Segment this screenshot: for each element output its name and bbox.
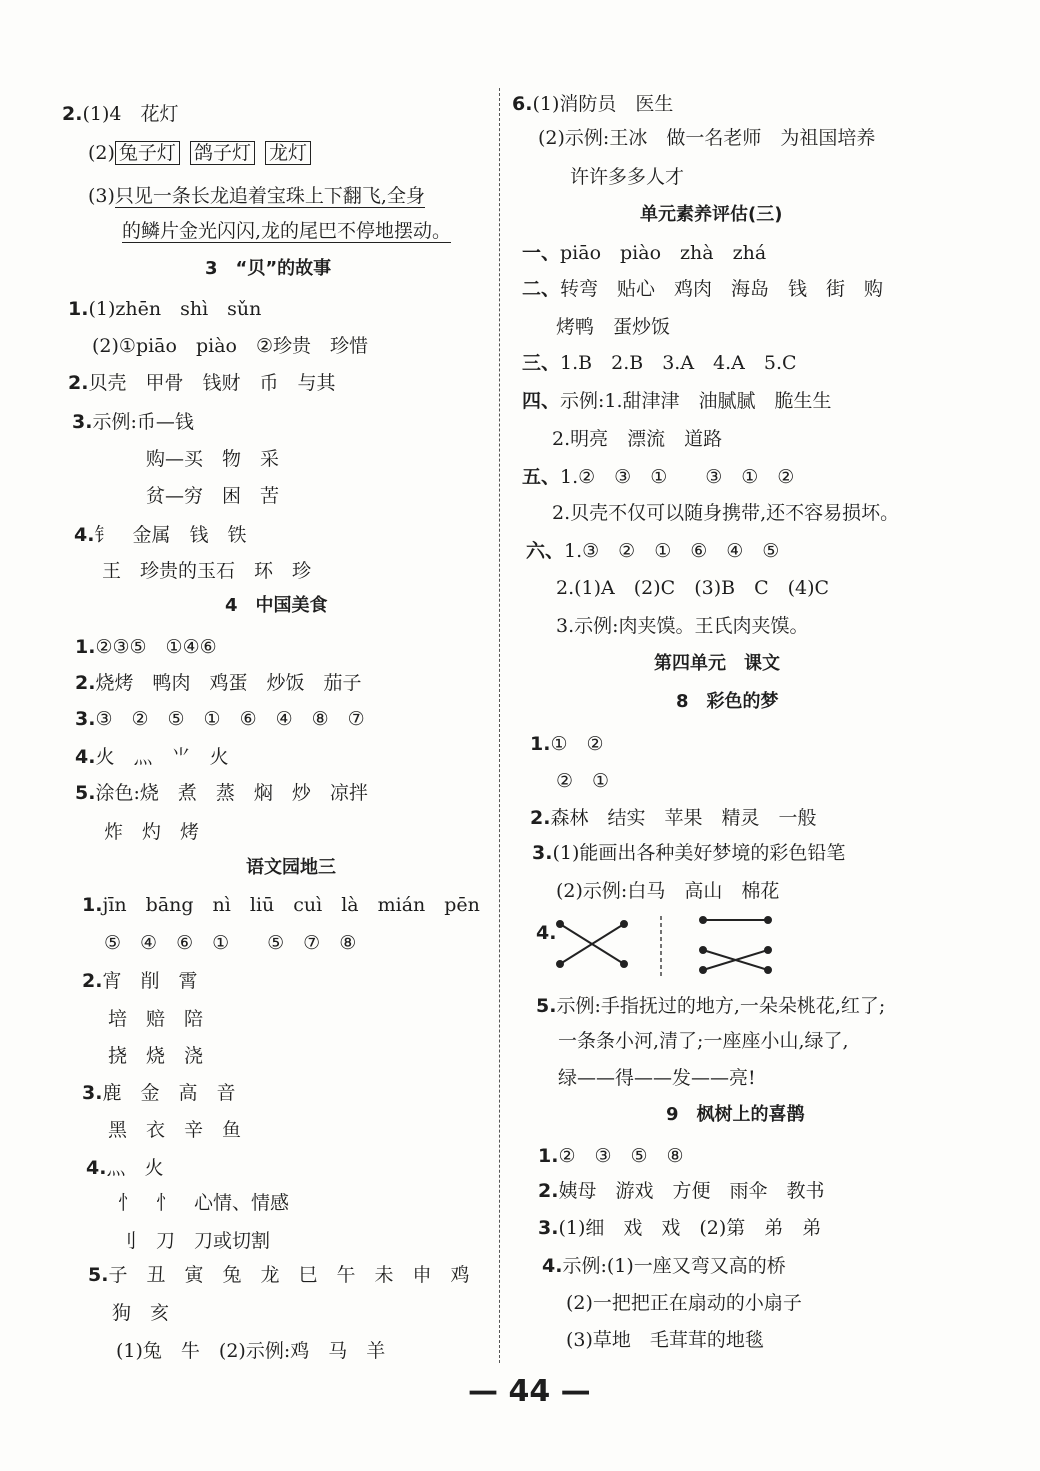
answer-line: 贫—穷 困 苦 <box>146 485 280 507</box>
answer-line: 2.姨母 游戏 方便 雨伞 教书 <box>538 1180 825 1202</box>
answer-line: 王 珍贵的玉石 环 珍 <box>102 560 312 582</box>
answer-line: 狗 亥 <box>112 1302 170 1324</box>
answer-line: 2.贝壳 甲骨 钱财 币 与其 <box>68 372 336 394</box>
answer-line: 挠 烧 浇 <box>108 1045 204 1067</box>
answer-line: 1.jīn bāng nì liū cuì là mián pēn <box>82 894 480 916</box>
answer-line: ② ① <box>556 770 610 792</box>
answer-line: 3.(1)细 戏 戏 (2)第 弟 弟 <box>538 1217 822 1239</box>
match-dot <box>700 967 706 973</box>
answer-line: 3.③ ② ⑤ ① ⑥ ④ ⑧ ⑦ <box>75 708 365 730</box>
page-number: — 44 — <box>468 1374 591 1409</box>
answer-line: 2.(1)A (2)C (3)B C (4)C <box>556 577 830 599</box>
column-divider <box>499 88 500 1363</box>
answer-line: 2.森林 结实 苹果 精灵 一般 <box>530 807 817 829</box>
answer-line: 一、piāo piào zhà zhá <box>522 242 767 264</box>
answer-line: 1.②③⑤ ①④⑥ <box>75 636 217 658</box>
answer-line: 4.示例:(1)一座又弯又高的桥 <box>542 1255 786 1277</box>
section-heading: 9 枫树上的喜鹊 <box>666 1104 805 1125</box>
answer-line: 黑 衣 辛 鱼 <box>108 1119 242 1141</box>
answer-line: 二、转弯 贴心 鸡肉 海岛 钱 街 购 <box>522 278 884 300</box>
answer-line: 3.(1)能画出各种美好梦境的彩色铅笔 <box>532 842 846 864</box>
match-dot <box>621 921 627 927</box>
answer-line: 4.火 灬 ⺌ 火 <box>75 746 229 768</box>
answer-line: 许许多多人才 <box>570 166 685 188</box>
match-dot <box>557 961 563 967</box>
answer-line: (2)一把把正在扇动的小扇子 <box>566 1292 802 1314</box>
answer-line: 一条条小河,清了;一座座小山,绿了, <box>558 1030 849 1052</box>
answer-line: 5.示例:手指抚过的地方,一朵朵桃花,红了; <box>536 995 886 1017</box>
section-heading: 第四单元 课文 <box>654 653 780 674</box>
answer-line: (2)①piāo piào ②珍贵 珍惜 <box>92 335 368 357</box>
answer-line: 3.鹿 金 高 音 <box>82 1082 236 1104</box>
answer-line: 刂 刀 刀或切割 <box>118 1230 271 1252</box>
match-dot <box>765 947 771 953</box>
boxed-answer: 龙灯 <box>265 141 311 165</box>
section-heading: 4 中国美食 <box>225 595 328 616</box>
match-dot <box>700 917 706 923</box>
answer-line: 1.① ② <box>530 733 604 755</box>
answer-line: 4.钅 金属 钱 铁 <box>74 524 247 546</box>
answer-line: (2) 兔子灯 鸽子灯 龙灯 <box>88 140 321 166</box>
answer-line <box>122 218 451 244</box>
underlined-answer: 只见一条长龙追着宝珠上下翻飞,全身 <box>114 185 425 207</box>
answer-line: 2.(1)4 花灯 <box>62 103 179 125</box>
match-dot <box>765 967 771 973</box>
answer-line: 4.灬 火 <box>86 1157 164 1179</box>
answer-line: 炸 灼 烤 <box>104 821 200 843</box>
answer-line: 烤鸭 蛋炒饭 <box>556 316 671 338</box>
boxed-answer: 兔子灯 <box>115 141 180 165</box>
answer-line: (1)兔 牛 (2)示例:鸡 马 羊 <box>116 1340 386 1362</box>
answer-line: 四、示例:1.甜津津 油腻腻 脆生生 <box>522 390 832 412</box>
answer-line: 2.宵 削 霄 <box>82 970 198 992</box>
match-dot <box>557 921 563 927</box>
answer-line: 3.示例:肉夹馍。王氏肉夹馍。 <box>556 615 809 637</box>
answer-line: 2.烧烤 鸭肉 鸡蛋 炒饭 茄子 <box>75 672 362 694</box>
match-dot <box>621 961 627 967</box>
answer-line: 1.② ③ ⑤ ⑧ <box>538 1145 684 1167</box>
answer-line: 4. <box>536 922 557 944</box>
answer-line: 1.(1)zhēn shì sǔn <box>68 298 262 320</box>
answer-line: 购—买 物 采 <box>146 448 280 470</box>
section-heading: 3 “贝”的故事 <box>205 258 332 279</box>
matching-lines-diagram <box>548 912 788 982</box>
answer-line: 5.涂色:烧 煮 蒸 焖 炒 凉拌 <box>75 782 368 804</box>
answer-line: 培 赔 陪 <box>108 1008 204 1030</box>
answer-line: (2)示例:白马 高山 棉花 <box>556 880 780 902</box>
answer-line: (2)示例:王冰 做一名老师 为祖国培养 <box>538 127 876 149</box>
answer-line: 2.明亮 漂流 道路 <box>552 428 723 450</box>
answer-line: 3.示例:币—钱 <box>72 411 194 433</box>
match-dot <box>765 917 771 923</box>
answer-line: 2.贝壳不仅可以随身携带,还不容易损坏。 <box>552 502 900 524</box>
section-heading: 语文园地三 <box>246 857 336 878</box>
boxed-answer: 鸽子灯 <box>190 141 255 165</box>
answer-line: (3)只见一条长龙追着宝珠上下翻飞,全身 <box>88 185 425 207</box>
answer-line: 五、1.② ③ ① ③ ① ② <box>522 466 795 488</box>
answer-line: (3)草地 毛茸茸的地毯 <box>566 1329 764 1351</box>
section-heading: 8 彩色的梦 <box>676 691 779 712</box>
answer-line: 忄 忄 心情、情感 <box>118 1192 290 1214</box>
match-dot <box>700 947 706 953</box>
answer-line: 绿——得——发——亮! <box>558 1067 756 1089</box>
answer-line: 六、1.③ ② ① ⑥ ④ ⑤ <box>526 540 780 562</box>
section-heading: 单元素养评估(三) <box>640 204 783 225</box>
answer-line: ⑤ ④ ⑥ ① ⑤ ⑦ ⑧ <box>104 932 357 954</box>
answer-line: 三、1.B 2.B 3.A 4.A 5.C <box>522 352 797 374</box>
answer-line: 5.子 丑 寅 兔 龙 巳 午 未 申 鸡 <box>88 1264 470 1286</box>
underlined-answer: 的鳞片金光闪闪,龙的尾巴不停地摆动。 <box>122 220 452 242</box>
answer-line: 6.(1)消防员 医生 <box>512 93 674 115</box>
